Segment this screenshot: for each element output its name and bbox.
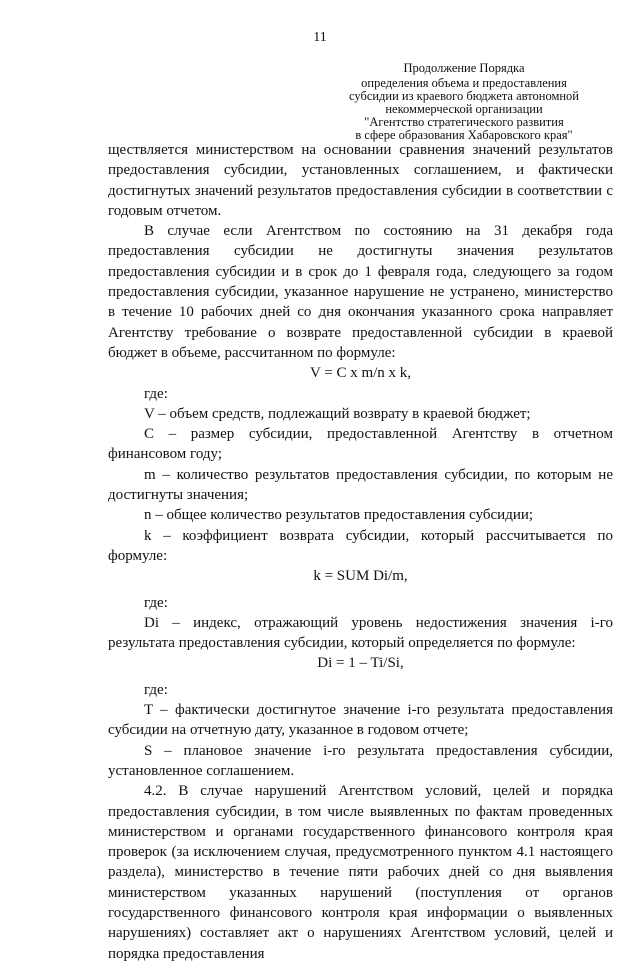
paragraph: Di – индекс, отражающий уровень недостижения значения i-го результата предоставления субсидии, который определяется по формуле: (108, 614, 613, 652)
paragraph: S – плановое значение i-го результата предоставления субсидии, установленное соглашением. (108, 742, 613, 779)
page-number: 11 (313, 30, 327, 45)
document-body (108, 140, 613, 964)
paragraph: ществляется министерством на основании сравнения значений результатов предоставления субсидии, установленных соглашением, и фактически достигнутых значений результатов предоставления субсидии в соответствии с годовым отчетом. (108, 142, 613, 219)
header-line: в сфере образования Хабаровского края" (355, 128, 573, 142)
paragraph: В случае если Агентством по состоянию на 31 декабря года предоставления субсидии не достигнуты значения результатов предоставления субсидии и в срок до 1 февраля года, следующего за годом предоставления субсидии, указанное нарушение не устранено, министерство в течение 10 рабочих дней со дня окончания указанного срока направляет Агентству требование о возврате предоставленной субсидии в краевой бюджет в объеме, рассчитанном по формуле: (108, 223, 613, 361)
formula: V = С x m/n x k, (309, 365, 412, 382)
paragraph: где: (144, 594, 168, 611)
formula: Di = 1 – Ti/Si, (317, 655, 404, 672)
header-continuation: Продолжение Порядка (403, 61, 525, 75)
header-line: "Агентство стратегического развития (364, 115, 564, 129)
paragraph: С – размер субсидии, предоставленной Агентству в отчетном финансовом году; (108, 426, 613, 463)
header-line: некоммерческой организации (385, 102, 543, 116)
paragraph: m – количество результатов предоставления субсидии, по которым не достигнуты значения; (108, 466, 613, 504)
header-line: определения объема и предоставления (361, 76, 567, 90)
formula: k = SUM Di/m, (313, 568, 408, 585)
paragraph: 4.2. В случае нарушений Агентством условий, целей и порядка предоставления субсидии, в том числе выявленных по фактам проведенных министерством и органами государственного финансового контроля края проверок (за исключением случая, предусмотренного пунктом 4.1 настоящего раздела), министерство в течение пяти рабочих дней со дня выявления министерством указанных нарушений (поступления от органов государственного финансового контроля края информации о выявленных нарушениях) составляет акт о нарушениях Агентством условий, целей и порядка предоставления (108, 783, 613, 962)
paragraph: T – фактически достигнутое значение i-го результата предоставления субсидии на отчетную дату, указанное в годовом отчете; (108, 702, 613, 739)
paragraph: n – общее количество результатов предоставления субсидии; (144, 507, 534, 524)
paragraph: k – коэффициент возврата субсидии, который рассчитывается по формуле: (108, 527, 613, 564)
paragraph: где: (144, 385, 168, 402)
document-header (330, 62, 598, 142)
header-line: субсидии из краевого бюджета автономной (348, 89, 580, 103)
paragraph: где: (144, 681, 168, 698)
paragraph: V – объем средств, подлежащий возврату в краевой бюджет; (144, 405, 531, 422)
